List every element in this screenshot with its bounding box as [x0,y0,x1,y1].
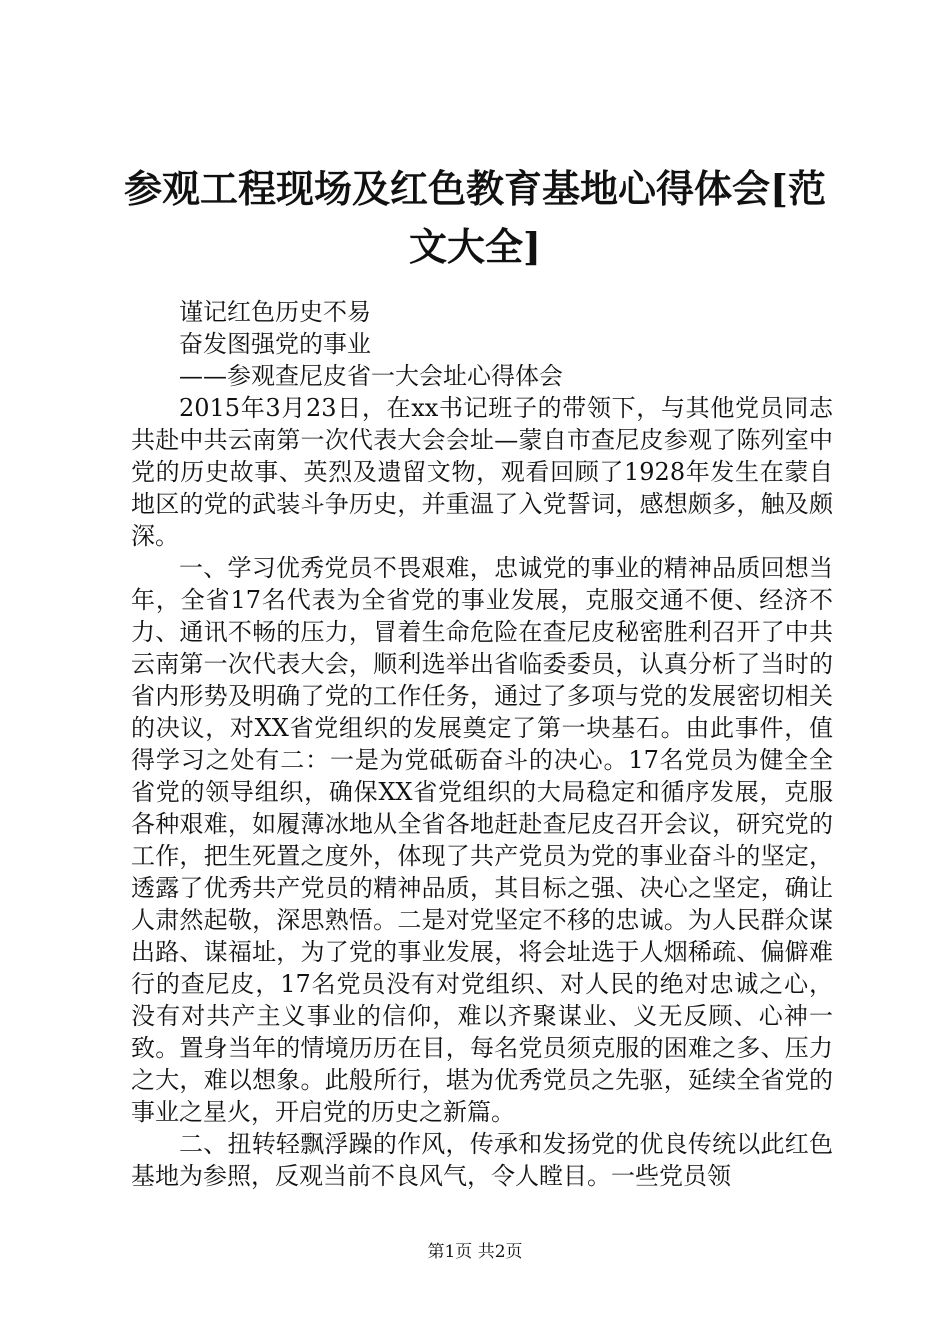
header-line-3: ——参观查尼皮省一大会址心得体会 [179,362,563,390]
header-line-1: 谨记红色历史不易 [179,298,371,326]
paragraph-2: 一、学习优秀党员不畏艰难，忠诚党的事业的精神品质回想当年，全省17名代表为全省党的事业发展，克服交通不便、经济不力、通讯不畅的压力，冒着生命危险在查尼皮秘密胜利召开了中共云南第一次代表大会，顺利选举出省临委委员，认真分析了当时的省内形势及明确了党的工作任务，通过了多项与党的发展密切相关的决议，对XX省党组织的发展奠定了第一块基石。由此事件，值得学习之处有二：一是为党砥砺奋斗的决心。17名党员为健全全省党的领导组织，确保XX省党组织的大局稳定和循序发展，克服各种艰难，如履薄冰地从全省各地赶赴查尼皮召开会议，研究党的工作，把生死置之度外，体现了共产党员为党的事业奋斗的坚定，透露了优秀共产党员的精神品质，其目标之强、决心之坚定，确让人肃然起敬，深思熟悟。二是对党坚定不移的忠诚。为人民群众谋出路、谋福址，为了党的事业发展，将会址选于人烟稀疏、偏僻难行的查尼皮，17名党员没有对党组织、对人民的绝对忠诚之心，没有对共产主义事业的信仰，难以齐聚谋业、义无反顾、心神一致。置身当年的情境历历在目，每名党员须克服的困难之多、压力之大，难以想象。此般所行，堪为优秀党员之先驱，延续全省党的事业之星火，开启党的历史之新篇。 [131,554,833,1126]
paragraph-3: 二、扭转轻飘浮躁的作风，传承和发扬党的优良传统以此红色基地为参照，反观当前不良风气，令人瞠目。一些党员领 [131,1130,833,1190]
document-body [131,296,833,1192]
paragraph-1: 2015年3月23日，在xx书记班子的带领下，与其他党员同志共赴中共云南第一次代表大会会址—蒙自市查尼皮参观了陈列室中党的历史故事、英烈及遗留文物，观看回顾了1928年发生在蒙自地区的党的武装斗争历史，并重温了入党誓词，感想颇多，触及颇深。 [131,394,833,550]
page-footer: 第1页 共2页 [427,1242,523,1262]
document-title: 参观工程现场及红色教育基地心得体会[范文大全] [124,166,826,269]
header-line-2: 奋发图强党的事业 [179,330,371,358]
